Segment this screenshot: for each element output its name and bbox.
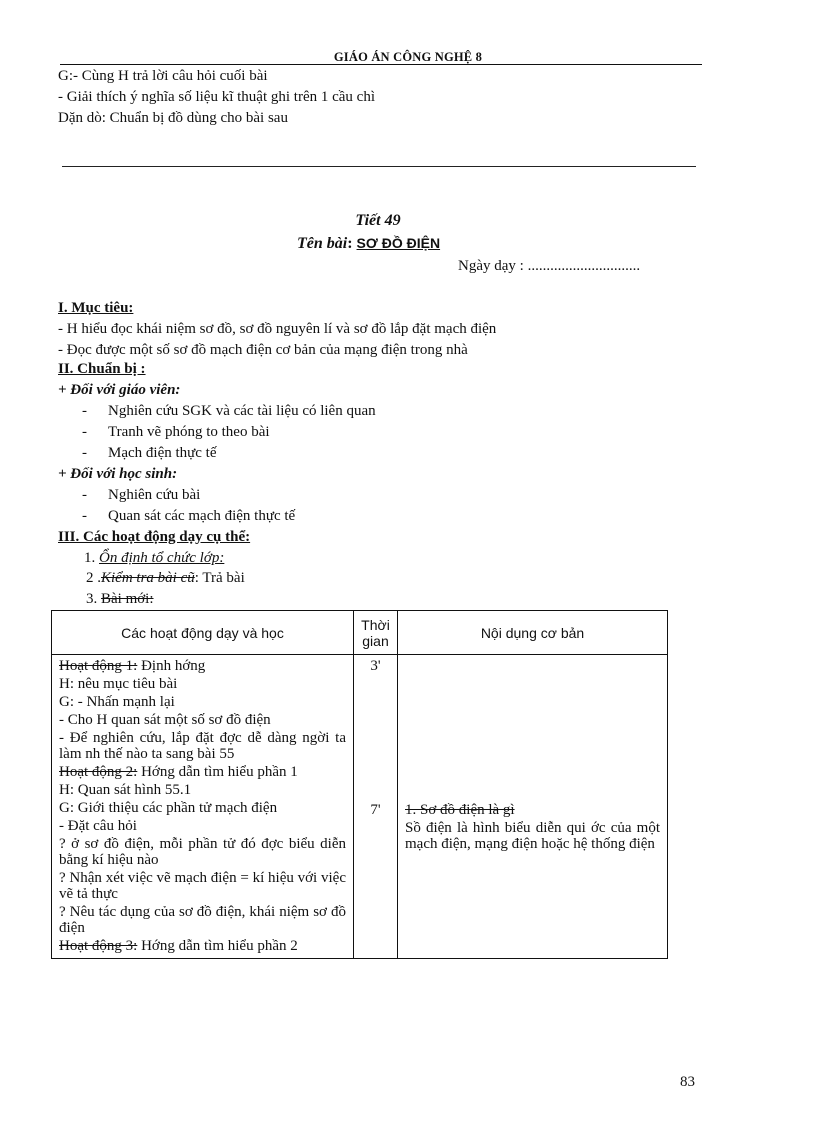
intro-line: G:- Cùng H trả lời câu hỏi cuối bài xyxy=(58,68,268,84)
activity-line: - Đặt câu hỏi xyxy=(59,818,137,834)
step-rest: : Trả bài xyxy=(194,570,245,586)
preparation-heading: II. Chuẩn bị : xyxy=(58,361,146,377)
activities-heading: III. Các hoạt động dạy cụ thể: xyxy=(58,529,251,545)
step-label: Bài mới: xyxy=(101,591,154,607)
teacher-item: Nghiên cứu SGK và các tài liệu có liên quan xyxy=(108,403,376,419)
step-item xyxy=(84,548,224,568)
student-item: Nghiên cứu bài xyxy=(108,487,201,503)
objectives-heading: I. Mục tiêu: xyxy=(58,300,134,316)
header-rule xyxy=(60,64,702,65)
header-activities: Các hoạt động dạy và học xyxy=(52,611,354,655)
page-number: 83 xyxy=(680,1074,695,1090)
document-header: GIÁO ÁN CÔNG NGHỆ 8 xyxy=(333,50,483,64)
table-row xyxy=(52,655,668,959)
period-number: Tiết 49 xyxy=(355,212,401,229)
lesson-table xyxy=(51,610,668,959)
content-heading: 1. Sơ đồ điện là gì xyxy=(405,802,515,818)
lesson-title-sep: : xyxy=(347,235,353,252)
activities-cell xyxy=(52,655,354,959)
time-value: 3' xyxy=(370,658,381,674)
step-item xyxy=(86,589,154,609)
student-heading: + Đối với học sinh: xyxy=(58,466,178,482)
activity-line: ? ở sơ đồ điện, mỗi phần tử đó đợc biểu diễn bằng kí hiệu nào xyxy=(59,836,346,868)
objective-item: - Đọc được một số sơ đồ mạch điện cơ bản của mạng điện trong nhà xyxy=(58,342,468,358)
activity-line: G: - Nhấn mạnh lại xyxy=(59,694,175,710)
list-dash: - xyxy=(82,508,87,524)
activity-line: H: nêu mục tiêu bài xyxy=(59,676,178,692)
activity-line: - Cho H quan sát một số sơ đồ điện xyxy=(59,712,271,728)
student-item: Quan sát các mạch điện thực tế xyxy=(108,508,296,524)
step-label: Ổn định tổ chức lớp: xyxy=(99,550,225,566)
step-number: 3. xyxy=(86,591,98,607)
activity-2-heading: Hoạt động 2: Hớng dẫn tìm hiểu phần 1 xyxy=(59,764,298,780)
activity-line: ? Nhận xét việc vẽ mạch điện = kí hiệu với việc vẽ tả thực xyxy=(59,870,346,902)
activity-line: G: Giới thiệu các phần tử mạch điện xyxy=(59,800,278,816)
intro-line: Dặn dò: Chuẩn bị đồ dùng cho bài sau xyxy=(58,110,288,126)
objective-item: - H hiểu đọc khái niệm sơ đồ, sơ đồ nguyên lí và sơ đồ lắp đặt mạch điện xyxy=(58,321,497,337)
teacher-heading: + Đối với giáo viên: xyxy=(58,382,181,398)
step-label: Kiểm tra bài cũ xyxy=(101,570,195,586)
list-dash: - xyxy=(82,403,87,419)
lesson-title xyxy=(297,235,440,253)
lesson-title-value: SƠ ĐỒ ĐIỆN xyxy=(356,235,441,251)
header-content: Nội dụng cơ bản xyxy=(398,611,668,655)
content-text: Sồ điện là hình biểu diễn qui ớc của một mạch điện, mạng điện hoặc hệ thống điện xyxy=(405,820,660,852)
teacher-item: Mạch điện thực tế xyxy=(108,445,217,461)
table-header-row xyxy=(52,611,668,655)
intro-line: - Giải thích ý nghĩa số liệu kĩ thuật ghi trên 1 cầu chì xyxy=(58,89,376,105)
step-item xyxy=(86,568,245,588)
activity-1-heading: Hoạt động 1: Định hớng xyxy=(59,658,206,674)
teacher-item: Tranh vẽ phóng to theo bài xyxy=(108,424,270,440)
teaching-date: Ngày dạy : .............................. xyxy=(458,258,641,274)
activity-line: ? Nêu tác dụng của sơ đồ điện, khái niệm sơ đồ điện xyxy=(59,904,346,936)
lesson-title-label: Tên bài xyxy=(297,235,348,252)
section-separator xyxy=(62,166,696,167)
list-dash: - xyxy=(82,445,87,461)
activity-3-heading: Hoạt động 3: Hớng dẫn tìm hiểu phần 2 xyxy=(59,938,298,954)
list-dash: - xyxy=(82,487,87,503)
time-cell xyxy=(354,655,398,959)
content-cell xyxy=(398,655,668,959)
time-value: 7' xyxy=(370,802,381,818)
step-number: 1. xyxy=(84,550,96,566)
header-time: Thời gian xyxy=(354,611,398,655)
step-number: 2 . xyxy=(86,570,101,586)
activity-line: H: Quan sát hình 55.1 xyxy=(59,782,192,798)
activity-line: - Để nghiên cứu, lắp đặt đợc dễ dàng ngời ta làm nh thế nào ta sang bài 55 xyxy=(59,730,346,762)
list-dash: - xyxy=(82,424,87,440)
